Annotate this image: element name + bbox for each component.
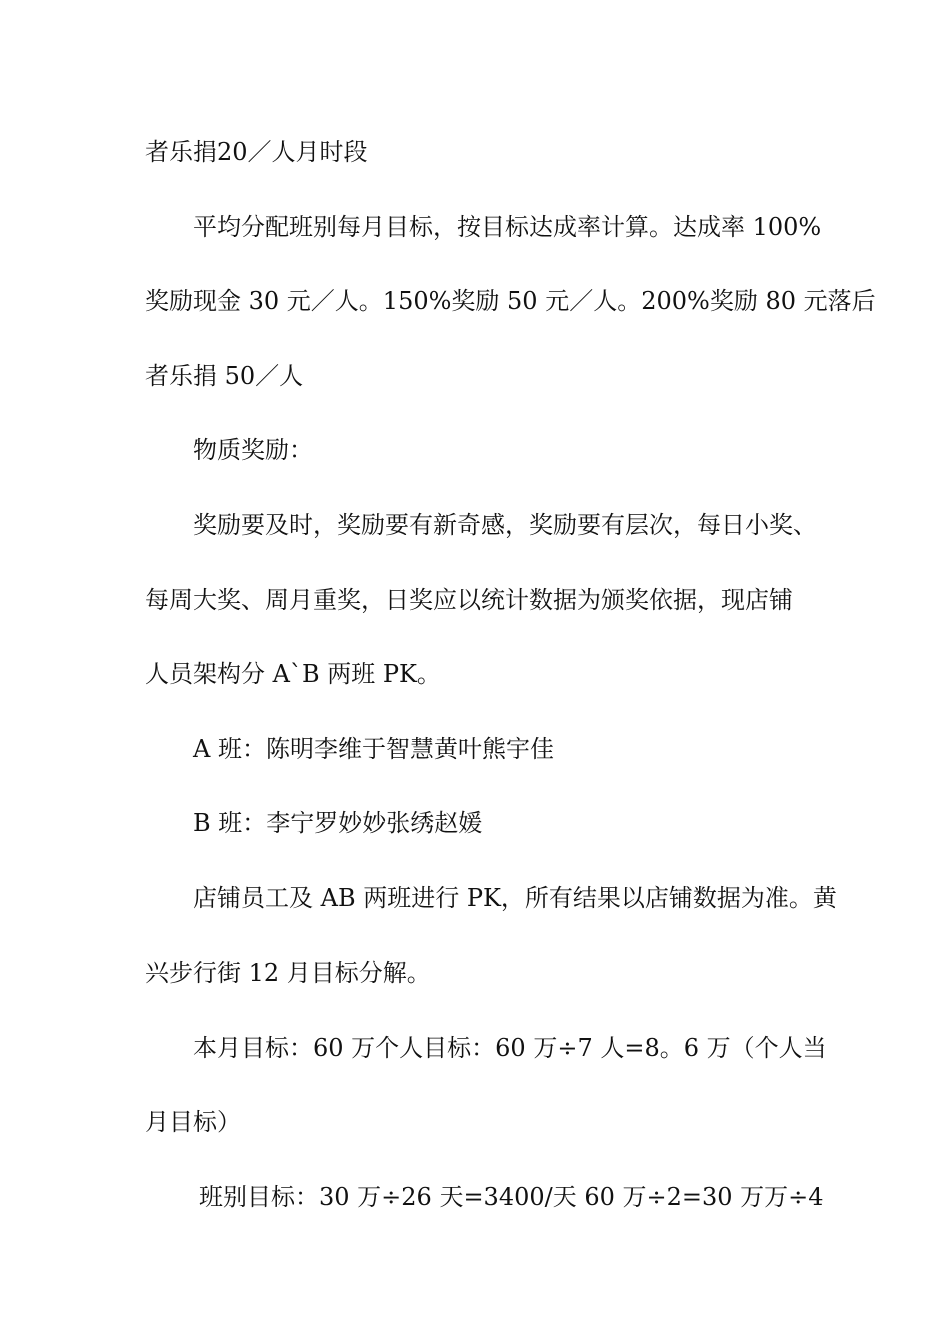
text-line: 奖励现金 30 元／人。150%奖励 50 元／人。200%奖励 80 元落后 <box>145 287 876 315</box>
text-line: 每周大奖、周月重奖，日奖应以统计数据为颁奖依据，现店铺 <box>145 586 793 614</box>
text-line: B 班：李宁罗妙妙张绣赵媛 <box>193 809 483 837</box>
text-line: 兴步行街 12 月目标分解。 <box>145 959 431 987</box>
text-line: 平均分配班别每月目标，按目标达成率计算。达成率 100% <box>193 213 822 241</box>
text-line: 人员架构分 A`B 两班 PK。 <box>145 660 441 688</box>
section-heading: 物质奖励： <box>193 436 313 464</box>
text-line: 者乐捐 50／人 <box>145 362 304 390</box>
text-line: 本月目标：60 万个人目标：60 万÷7 人=8。6 万（个人当 <box>193 1034 827 1062</box>
text-line: 者乐捐20／人月时段 <box>145 138 368 166</box>
text-line: A 班：陈明李维于智慧黄叶熊宇佳 <box>193 735 554 763</box>
text-line: 店铺员工及 AB 两班进行 PK，所有结果以店铺数据为准。黄 <box>193 884 837 912</box>
text-line: 奖励要及时，奖励要有新奇感，奖励要有层次，每日小奖、 <box>193 511 817 539</box>
text-line: 月目标） <box>145 1108 241 1136</box>
text-line: 班别目标：30 万÷26 天=3400/天 60 万÷2=30 万万÷4 <box>199 1183 824 1211</box>
